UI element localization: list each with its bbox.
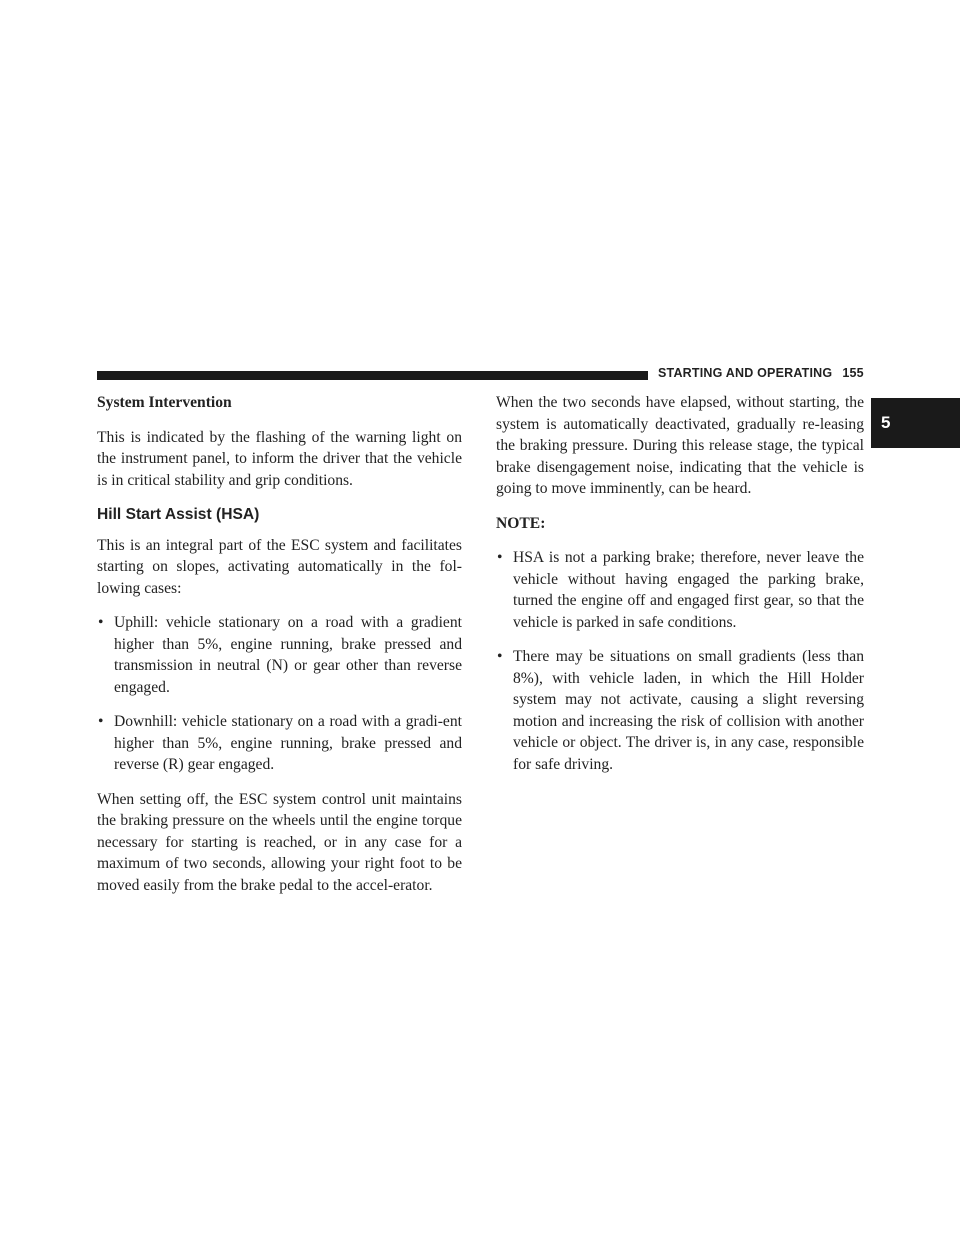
header-section-title: STARTING AND OPERATING bbox=[658, 366, 833, 380]
header-rule bbox=[97, 371, 648, 380]
bullet-icon: • bbox=[497, 648, 503, 665]
subheading-system-intervention: System Intervention bbox=[97, 394, 232, 411]
left-column bbox=[97, 392, 462, 909]
list-item bbox=[97, 612, 462, 698]
running-header bbox=[658, 366, 864, 380]
bullet-icon: • bbox=[98, 614, 104, 631]
bullet-text-small-gradients: There may be situations on small gradients (less than 8%), with vehicle laden, in which the Hill Holder system may not activate, causing a slight reversing motion and increasing the risk of collision with another vehicle or object. The driver is, in any case, responsible for safe driving. bbox=[513, 648, 864, 773]
paragraph-deactivation: When the two seconds have elapsed, without starting, the system is automatically deactivated, gradually re-leasing the braking pressure. During this release stage, the typical brake disengagement noise, indicating that the vehicle is going to move imminently, can be heard. bbox=[496, 394, 864, 497]
paragraph-setting-off: When setting off, the ESC system control unit maintains the braking pressure on the wheels until the engine torque necessary for starting is reached, or in any case for a maximum of two seconds, allowing your right foot to be moved easily from the brake pedal to the accel-erator. bbox=[97, 790, 462, 894]
right-column bbox=[496, 392, 864, 788]
paragraph-intervention: This is indicated by the flashing of the warning light on the instrument panel, to inform the driver that the vehicle is in critical stability and grip conditions. bbox=[97, 428, 462, 489]
page-number: 155 bbox=[842, 366, 864, 380]
bullet-text-downhill: Downhill: vehicle stationary on a road with a gradi-ent higher than 5%, engine running, brake pressed and reverse (R) gear engaged. bbox=[114, 713, 462, 773]
bullet-icon: • bbox=[497, 549, 503, 566]
note-label: NOTE: bbox=[496, 514, 546, 532]
chapter-tab: 5 bbox=[871, 398, 960, 448]
section-title-hsa: Hill Start Assist (HSA) bbox=[97, 506, 260, 523]
list-item bbox=[496, 646, 864, 775]
list-item bbox=[496, 547, 864, 633]
paragraph-hsa-intro: This is an integral part of the ESC system and facilitates starting on slopes, activating automatically in the fol-lowing cases: bbox=[97, 536, 462, 597]
bullet-text-uphill: Uphill: vehicle stationary on a road with a gradient higher than 5%, engine running, brake pressed and transmission in neutral (N) or gear other than reverse engaged. bbox=[114, 614, 462, 696]
bullet-text-parking-brake: HSA is not a parking brake; therefore, never leave the vehicle without having engaged the parking brake, turned the engine off and engaged first gear, so that the vehicle is parked in safe conditions. bbox=[513, 549, 864, 631]
list-item bbox=[97, 711, 462, 776]
bullet-icon: • bbox=[98, 713, 104, 730]
